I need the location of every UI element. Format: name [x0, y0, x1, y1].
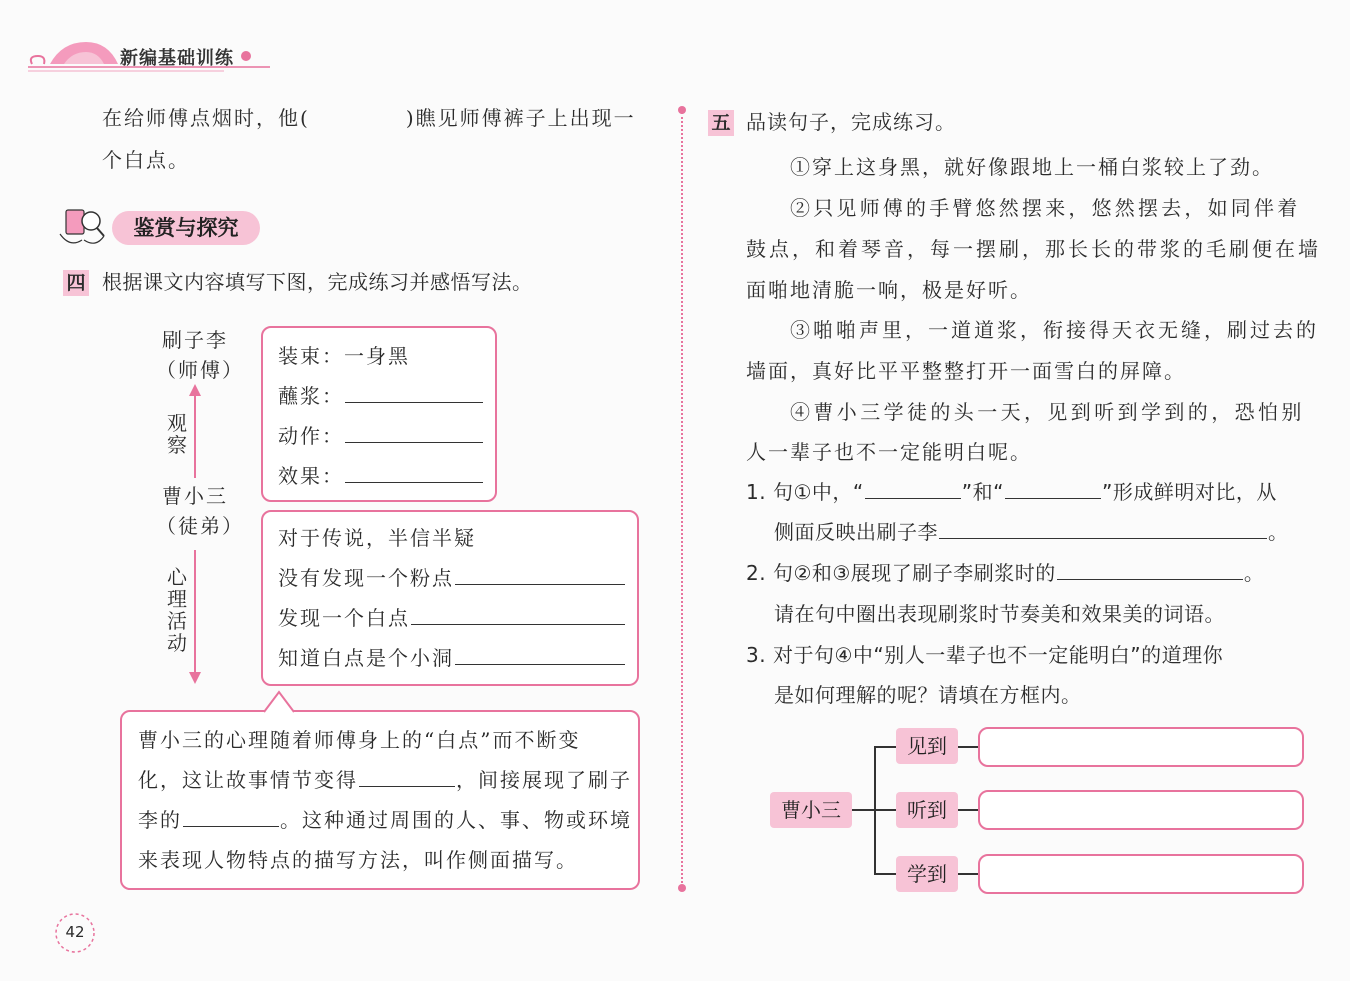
divider-dot-bottom — [676, 882, 688, 894]
sentence-4-line-2: 人一辈子也不一定能明白呢。 — [746, 440, 1032, 464]
diagram-root: 曹小三 — [770, 792, 852, 828]
label-cao-xiaosan: 曹小三 — [162, 484, 228, 508]
connector — [852, 809, 874, 811]
sentence-4-line-1: ④曹小三学徒的头一天，见到听到学到的，恐怕别 — [790, 400, 1305, 424]
label-xinli-huodong: 心 理 活 动 — [167, 565, 189, 655]
q5-2-line-2: 请在句中圈出表现刷浆时节奏美和效果美的词语。 — [774, 602, 1225, 626]
sentence-2-line-1: ②只见师傅的手臂悠然摆来，悠然摆去，如同伴着 — [790, 196, 1301, 220]
summary-pointer — [262, 690, 296, 713]
sentence-3-line-1: ③啪啪声里，一道道浆，衔接得天衣无缝，刷过去的 — [790, 318, 1319, 342]
box1-line-3: 动作： — [278, 426, 484, 446]
question-number-5: 五 — [708, 110, 734, 136]
answer-box-tingdao[interactable] — [978, 790, 1304, 830]
connector — [874, 873, 896, 875]
label-tudi: （徒弟） — [156, 514, 244, 538]
answer-box-xuedao[interactable] — [978, 854, 1304, 894]
box2-line-1: 对于传说，半信半疑 — [278, 526, 476, 550]
box1-line-2: 蘸浆： — [278, 386, 484, 406]
box3-line-4: 来表现人物特点的描写方法，叫作侧面描写。 — [138, 848, 578, 872]
box1-line-1: 装束：一身黑 — [278, 344, 410, 368]
box3-line-3: 李的 。这种通过周围的人、事、物或环境 — [138, 808, 632, 832]
answer-box-jiandao[interactable] — [978, 727, 1304, 767]
series-title: 新编基础训练 — [120, 48, 234, 69]
q5-1-line-1: 1. 句①中，“ ”和“ ”形成鲜明对比，从 — [746, 480, 1277, 504]
connector — [958, 873, 978, 875]
box2-line-2: 没有发现一个粉点 — [278, 568, 626, 588]
sentence-3-line-2: 墙面，真好比平平整整打开一面雪白的屏障。 — [746, 359, 1186, 383]
section-banner: 鉴赏与探究 — [112, 211, 260, 245]
left-top-line-2: 个白点。 — [102, 148, 190, 172]
q5-1-line-2: 侧面反映出刷子李 。 — [774, 520, 1289, 544]
branch-xuedao: 学到 — [896, 856, 958, 892]
arrows — [184, 384, 206, 684]
sentence-2-line-2: 鼓点，和着琴音，每一摆刷，那长长的带浆的毛刷便在墙 — [746, 237, 1321, 261]
left-top-line-1: 在给师傅点烟时，他( )瞧见师傅裤子上出现一 — [102, 106, 636, 130]
q5-3-line-2: 是如何理解的呢？请填在方框内。 — [774, 683, 1082, 707]
label-shuazi-li: 刷子李 — [162, 328, 228, 352]
q5-3-line-1: 3. 对于句④中“别人一辈子也不一定能明白”的道理你 — [746, 643, 1224, 667]
connector — [874, 809, 896, 811]
box3-line-1: 曹小三的心理随着师傅身上的“白点”而不断变 — [138, 728, 581, 752]
reading-magnifier-icon — [58, 204, 108, 248]
question-4-text: 根据课文内容填写下图，完成练习并感悟写法。 — [102, 270, 533, 294]
question-5-text: 品读句子，完成练习。 — [746, 110, 956, 134]
column-divider — [681, 112, 683, 887]
connector — [958, 809, 978, 811]
branch-jiandao: 见到 — [896, 728, 958, 764]
box3-line-2: 化，这让故事情节变得 ，间接展现了刷子 — [138, 768, 632, 792]
box2-line-4: 知道白点是个小洞 — [278, 648, 626, 668]
branch-tingdao: 听到 — [896, 792, 958, 828]
box1-line-4: 效果： — [278, 466, 484, 486]
label-shifu: （师傅） — [156, 358, 244, 382]
sentence-1: ①穿上这身黑，就好像跟地上一桶白浆较上了劲。 — [790, 155, 1274, 179]
divider-dot-top — [676, 104, 688, 116]
page-number: 42 — [65, 923, 85, 941]
box2-line-3: 发现一个白点 — [278, 608, 626, 628]
label-guancha: 观 察 — [167, 411, 189, 457]
q5-2-line-1: 2. 句②和③展现了刷子李刷浆时的 。 — [746, 561, 1265, 585]
sentence-2-line-3: 面啪地清脆一响，极是好听。 — [746, 278, 1032, 302]
question-number-4: 四 — [63, 270, 89, 296]
connector — [958, 746, 978, 748]
connector — [874, 746, 896, 748]
